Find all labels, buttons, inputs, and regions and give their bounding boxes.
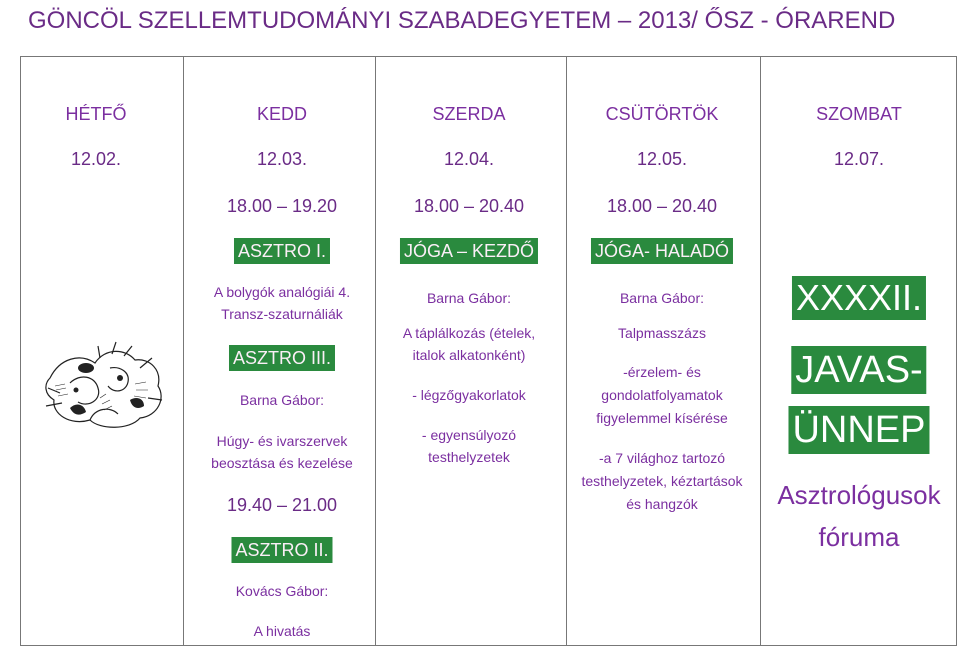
csutortok-line: testhelyzetek, kéztartások: [581, 473, 743, 489]
szerda-line: testhelyzetek: [428, 449, 510, 465]
csutortok-time: 18.00 – 20.40: [606, 196, 718, 216]
kedd-text-3-line-1: Húgy- és ivarszervek: [216, 433, 348, 449]
day-header-thursday: CSÜTÖRTÖK: [605, 104, 719, 124]
szerda-line: - egyensúlyozó: [421, 427, 517, 443]
kedd-text-3-line-2: beosztása és kezelése: [211, 455, 353, 471]
kedd-text-1-line-1: A bolygók analógiái 4.: [213, 284, 351, 300]
day-header-saturday: SZOMBAT: [816, 104, 902, 124]
column-divider: [183, 56, 184, 646]
kedd-text-1-line-2: Transz-szaturnáliák: [221, 306, 343, 322]
date-wednesday: 12.04.: [443, 149, 495, 169]
column-divider: [566, 56, 567, 646]
page-title: GÖNCÖL SZELLEMTUDOMÁNYI SZABADEGYETEM – 2013/ ŐSZ - ÓRAREND: [28, 7, 896, 34]
szombat-tag-xxxxii: XXXXII.: [792, 276, 926, 320]
csutortok-line: -a 7 világhoz tartozó: [598, 450, 726, 466]
csutortok-line: -érzelem- és: [623, 364, 701, 380]
szombat-tag-unnep: ÜNNEP: [788, 406, 929, 454]
csutortok-tag-joga-halado: JÓGA- HALADÓ: [591, 238, 733, 264]
szerda-line: italok alkatonként): [412, 347, 526, 363]
date-saturday: 12.07.: [833, 149, 885, 169]
column-divider: [375, 56, 376, 646]
kedd-time-1: 18.00 – 19.20: [226, 196, 338, 216]
kedd-time-2: 19.40 – 21.00: [226, 495, 338, 515]
day-header-wednesday: SZERDA: [432, 104, 506, 124]
szerda-teacher: Barna Gábor:: [426, 290, 512, 306]
szombat-tag-javas: JAVAS-: [791, 346, 926, 394]
szombat-forum-line-2: fóruma: [818, 522, 900, 552]
kedd-teacher-3: Barna Gábor:: [239, 392, 325, 408]
kedd-text-2-line-1: A hivatás: [253, 623, 311, 639]
szombat-forum-line-1: Asztrológusok: [777, 480, 941, 510]
csutortok-teacher: Barna Gábor:: [619, 290, 705, 306]
kedd-tag-asztro-1: ASZTRO I.: [234, 238, 330, 264]
kedd-teacher-2: Kovács Gábor:: [235, 583, 329, 599]
kedd-tag-asztro-2: ASZTRO II.: [231, 537, 332, 563]
date-tuesday: 12.03.: [256, 149, 308, 169]
csutortok-line: Talpmasszázs: [618, 325, 706, 341]
dragon-illustration: [40, 338, 170, 433]
kedd-tag-asztro-3: ASZTRO III.: [229, 345, 335, 371]
csutortok-line: gondolatfolyamatok: [601, 387, 723, 403]
day-header-monday: HÉTFŐ: [65, 104, 127, 124]
day-header-tuesday: KEDD: [256, 104, 308, 124]
szerda-line: A táplálkozás (ételek,: [402, 325, 536, 341]
date-monday: 12.02.: [70, 149, 122, 169]
szerda-time: 18.00 – 20.40: [413, 196, 525, 216]
szerda-line: - légzőgyakorlatok: [412, 387, 526, 403]
szerda-tag-joga-kezdo: JÓGA – KEZDŐ: [400, 238, 538, 264]
column-divider: [760, 56, 761, 646]
csutortok-line: és hangzók: [626, 496, 698, 512]
csutortok-line: figyelemmel kísérése: [596, 410, 728, 426]
date-thursday: 12.05.: [636, 149, 688, 169]
